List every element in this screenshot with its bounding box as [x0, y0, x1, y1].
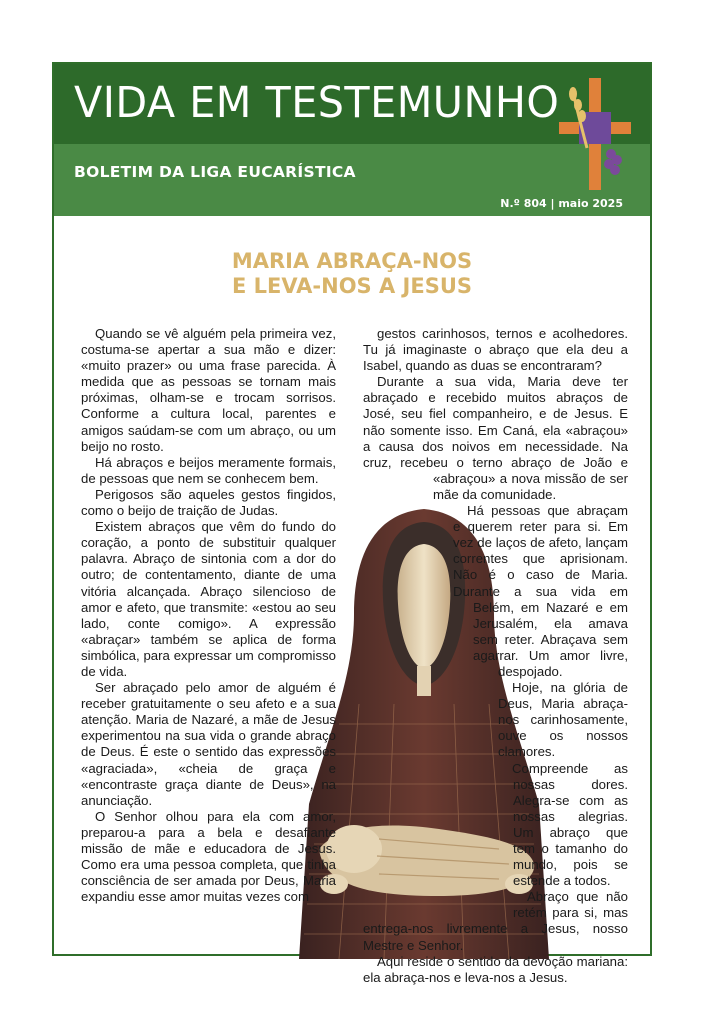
bulletin-page [52, 62, 652, 985]
paragraph: gestos carinhosos, ternos e acolhedores. Tu já imaginaste o abraço que ela deu a Isabel, quando as duas se encontraram? [363, 326, 628, 374]
paragraph: Compreende as nossas dores. Alegra-se com as nossas alegrias. Um abraço que tem o tamanho do mundo, pois se estende a todos. [512, 760, 628, 889]
paragraph: Quando se vê alguém pela primeira vez, costuma-se apertar a sua mão e dizer: «muito prazer» ou uma frase parecida. À medida que as pessoas se tornam mais próximas, olham-se e trocam sorrisos. Conforme a cultura local, parentes e amigos saúdam-se com um abraço, ou um beijo no rosto. [81, 326, 336, 454]
paragraph: Durante a sua vida, Maria deve ter abraçado e recebido muitos abraços de José, seu fiel companheiro, e de Jesus. E não somente isso. Em Caná, ela «abraçou» a causa dos noivos em necessidade. Na cruz, recebeu o terno abraço de João e «abraçou» a nova missão de ser mãe da comunidade. [363, 374, 628, 502]
masthead-title: VIDA EM TESTEMUNHO [74, 78, 560, 128]
paragraph: Há pessoas que abraçam e querem reter para si. Em vez de laços de afeto, lançam correntes que aprisionam. Não é o caso de Maria. Durante a sua vida em Belém, em Nazaré e em Jerusalém, ela amava sem reter. Abraçava sem agarrar. Um amor livre, despojado. [453, 503, 628, 679]
paragraph: Há abraços e beijos meramente formais, de pessoas que nem se conhecem bem. [81, 454, 336, 486]
issue-number-date: N.º 804 | maio 2025 [500, 197, 623, 210]
article-title-line2: E LEVA-NOS A JESUS [231, 274, 473, 298]
paragraph: Aqui reside o sentido da devoção mariana: ela abraça-nos e leva-nos a Jesus. [363, 953, 628, 985]
article-title [54, 249, 650, 299]
article-left-column [81, 326, 336, 905]
paragraph: Perigosos são aqueles gestos fingidos, como o beijo de traição de Judas. [81, 486, 336, 519]
paragraph: Ser abraçado pelo amor de alguém é receber gratuitamente o seu afeto e a sua atenção. Maria de Nazaré, a mãe de Jesus experimentou na sua vida o grande abraço de Deus. É este o sentido das expressões «agraciada», «cheia de graça e «encontraste graça diante de Deus», na anunciação. [81, 680, 336, 808]
cross-logo-icon [559, 78, 631, 190]
paragraph: Existem abraços que vêm do fundo do coração, a ponto de substituir qualquer palavra. Abraço de sintonia com a dor do outro; de contentamento, diante de uma vitória alcançada. Abraço silencioso de amor e afeto, que transmite: «estou ao seu lado, conte comigo». A expressão «abraçar» também se aplica de forma simbólica, para expressar um compromisso de vida. [81, 519, 336, 679]
article-title-line1: MARIA ABRAÇA-NOS [231, 249, 473, 273]
paragraph: O Senhor olhou para ela com amor, preparou-a para a bela e desafiante missão de mãe e educadora de Jesus. Como era uma pessoa completa, que tinha consciência de ser amada por Deus, Maria expandiu esse amor muitas vezes com [81, 808, 336, 905]
article-right-column [363, 326, 628, 986]
paragraph: Abraço que não retém para si, mas entrega-nos livremente a Jesus, nosso Mestre e Senhor. [363, 889, 628, 953]
masthead-subtitle: BOLETIM DA LIGA EUCARÍSTICA [74, 163, 356, 181]
paragraph: Hoje, na glória de Deus, Maria abraça-nos carinhosamente, ouve os nossos clamores. [498, 680, 628, 760]
